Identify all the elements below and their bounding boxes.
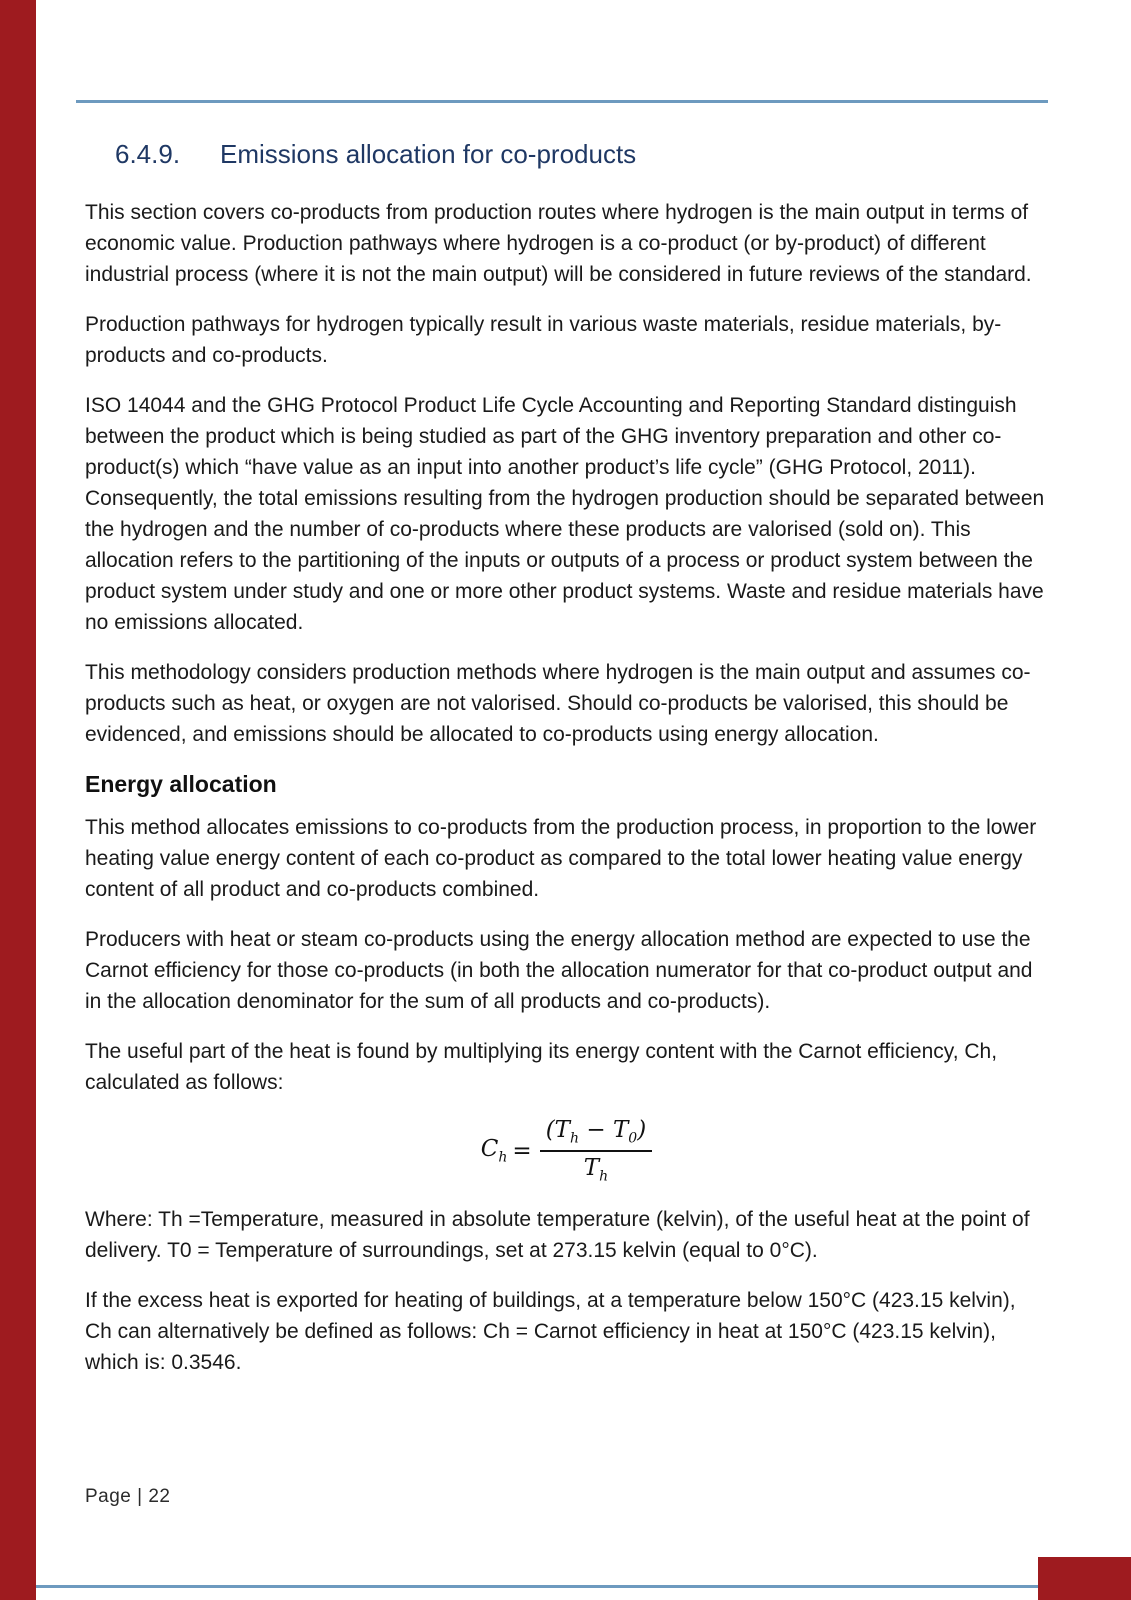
paragraph-pathways: Production pathways for hydrogen typically result in various waste materials, residue materials, by-products and co-products. [85, 313, 1002, 367]
section-title: Emissions allocation for co-products [220, 139, 637, 169]
bottom-right-red-block [1038, 1557, 1131, 1600]
section-heading [85, 137, 1048, 171]
header-rule [76, 100, 1048, 103]
formula-lhs-subscript: h [498, 1149, 508, 1166]
paragraph-intro: This section covers co-products from production routes where hydrogen is the main output in terms of economic value. Production pathways where hydrogen is a co-product (or by-product) of different industrial process (where it is not the main output) will be considered in future reviews of the standard. [85, 201, 1032, 286]
formula-num-close: ) [637, 1117, 647, 1143]
paragraph-useful-heat: The useful part of the heat is found by multiplying its energy content with the Carnot efficiency, Ch, calculated as follows: [85, 1040, 998, 1094]
left-red-stripe [0, 0, 36, 1600]
formula-num-sub-h: h [570, 1130, 580, 1147]
section-number: 6.4.9. [115, 139, 181, 169]
carnot-efficiency-formula [85, 1117, 1048, 1184]
paragraph-producers: Producers with heat or steam co-products using the energy allocation method are expected to use the Carnot efficiency for those co-products (in both the allocation numerator for that co-product output and in the allocation denominator for the sum of all products and co-products). [85, 928, 1033, 1013]
subheading-energy-allocation: Energy allocation [85, 771, 277, 797]
paragraph-methodology: This methodology considers production methods where hydrogen is the main output and assumes co-products such as heat, or oxygen are not valorised. Should co-products be valorised, this should be evidenced, and emissions should be allocated to co-products using energy allocation. [85, 661, 1031, 746]
formula-den-symbol: T [583, 1154, 600, 1181]
formula-fraction [540, 1117, 653, 1184]
formula-num-sub-0: 0 [628, 1130, 638, 1147]
formula-lhs [480, 1135, 508, 1166]
paragraph-method-allocates: This method allocates emissions to co-products from the production process, in proportion to the lower heating value energy content of each co-product as compared to the total lower heating value energy content of all product and co-products combined. [85, 816, 1037, 901]
formula-num-minus-t: − T [579, 1117, 629, 1143]
formula-equals: = [512, 1137, 532, 1164]
formula-num-open: (T [545, 1117, 571, 1143]
paragraph-where-definitions: Where: Th =Temperature, measured in absolute temperature (kelvin), of the useful heat at the point of delivery. T0 = Temperature of surroundings, set at 273.15 kelvin (equal to 0°C). [85, 1208, 1030, 1263]
formula-numerator [540, 1117, 653, 1152]
page-footer: Page | 22 [85, 1486, 171, 1507]
paragraph-excess-heat: If the excess heat is exported for heating of buildings, at a temperature below 150°C (423.15 kelvin), Ch can alternatively be defined as follows: Ch = Carnot efficiency in heat at 150°C (423.15 kelvin), which is: 0.3546. [85, 1289, 1016, 1375]
paragraph-iso-ghg: ISO 14044 and the GHG Protocol Product Life Cycle Accounting and Reporting Standard distinguish between the product which is being studied as part of the GHG inventory preparation and other co-product(s) which “have value as an input into another product’s life cycle” (GHG Protocol, 2011). Consequently, the total emissions resulting from the hydrogen production should be separated between the hydrogen and the number of co-products where these products are valorised (sold on). This allocation refers to the partitioning of the inputs or outputs of a process or product system between the product system under study and one or more other product systems. Waste and residue materials have no emissions allocated. [85, 394, 1045, 634]
formula-denominator [540, 1152, 653, 1185]
footer-rule [36, 1585, 1038, 1588]
formula-lhs-symbol: C [480, 1135, 499, 1162]
formula-den-subscript: h [599, 1168, 609, 1185]
page-content [85, 137, 1048, 1397]
